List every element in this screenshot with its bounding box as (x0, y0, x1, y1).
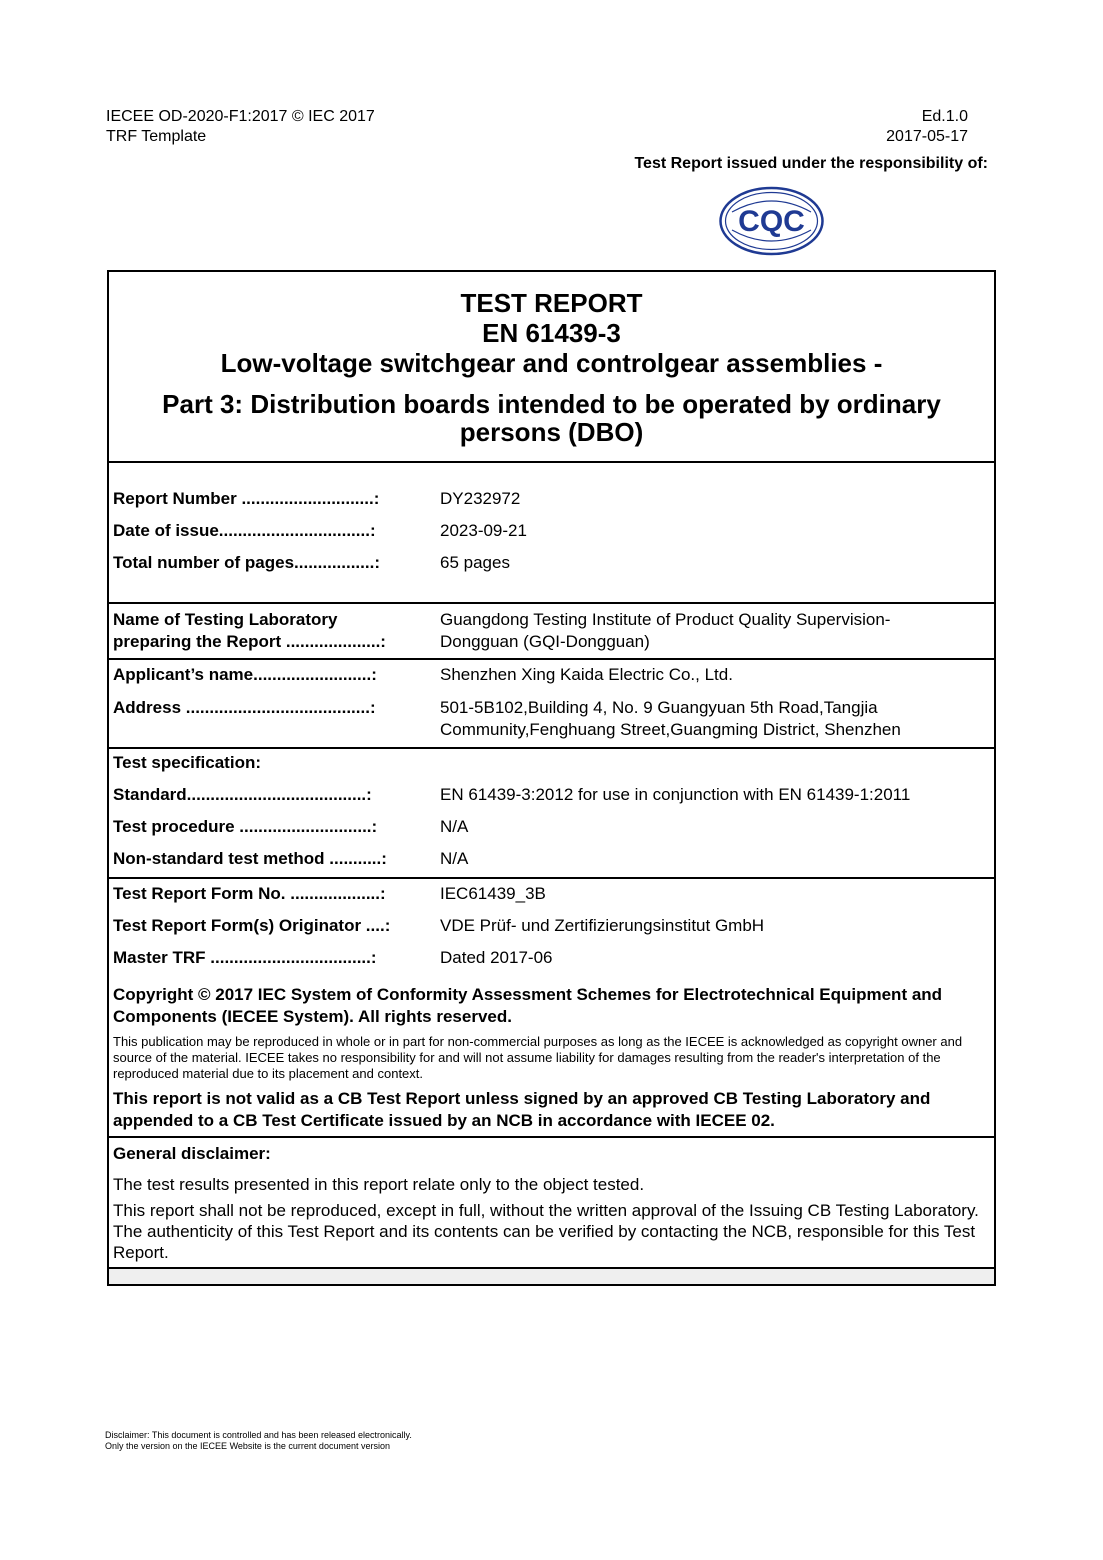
template-date: 2017-05-17 (886, 128, 968, 145)
disclaimer-p2: This report shall not be reproduced, except in full, without the written approval of the Issuing CB Testing Laboratory. The authenticity of this Test Report and its contents can be verified by contacting the NCB, responsible for this Test Report. (113, 1201, 979, 1262)
procedure-label: Test procedure ............................: (113, 817, 378, 836)
part-title: Part 3: Distribution boards intended to be operated by ordinary persons (DBO) (162, 389, 941, 447)
lab-label-line2: preparing the Report ....................: (113, 632, 386, 651)
date-row (109, 521, 994, 553)
pages-value: 65 pages (440, 553, 510, 572)
applicant-name-value: Shenzhen Xing Kaida Electric Co., Ltd. (440, 665, 733, 684)
disclaimer-section (109, 1138, 994, 1263)
spec-section (109, 749, 994, 879)
nonstd-value: N/A (440, 849, 469, 868)
lab-label-line1: Name of Testing Laboratory (113, 610, 338, 629)
lab-section (109, 604, 994, 660)
spec-heading-row (109, 753, 994, 785)
master-trf-row (109, 948, 994, 980)
subject-title: Low-voltage switchgear and controlgear assemblies - (220, 348, 883, 378)
pages-row (109, 553, 994, 585)
address-value (440, 697, 901, 741)
standard-row (109, 785, 994, 817)
date-label: Date of issue................................: (113, 521, 376, 540)
report-info-section (109, 463, 994, 604)
template-label: TRF Template (106, 128, 207, 145)
procedure-value: N/A (440, 817, 469, 836)
applicant-name-row (109, 665, 994, 697)
validity-notice: This report is not valid as a CB Test Report unless signed by an approved CB Testing Laboratory and appended to a CB Test Certificate issued by an NCB in accordance with IECEE 02. (113, 1089, 931, 1130)
applicant-name-label: Applicant’s name.........................: (113, 665, 377, 684)
lab-value-line1: Guangdong Testing Institute of Product Quality Supervision- (440, 610, 891, 629)
standard-value: EN 61439-3:2012 for use in conjunction with EN 61439-1:2011 (440, 785, 911, 804)
address-line1: 501-5B102,Building 4, No. 9 Guangyuan 5th Road,Tangjia (440, 698, 878, 717)
responsibility-text: Test Report issued under the responsibility of: (634, 155, 988, 172)
footer-line2: Only the version on the IECEE Website is the current document version (105, 1441, 390, 1451)
report-frame (107, 270, 996, 1286)
originator-value: VDE Prüf- und Zertifizierungsinstitut GmbH (440, 916, 765, 935)
standard-label: Standard......................................: (113, 785, 372, 804)
lab-row (109, 609, 994, 653)
publication-note: This publication may be reproduced in whole or in part for non-commercial purposes as long as the IECEE is acknowledged as copyright owner and source of the material. IECEE takes no responsibility for and will not assume liability for damages resulting from the reader's interpretation of the reproduced material due to its placement and context. (113, 1034, 963, 1081)
disclaimer-p1: The test results presented in this report relate only to the object tested. (113, 1175, 645, 1194)
address-label: Address .......................................: (113, 698, 376, 717)
form-no-value: IEC61439_3B (440, 884, 546, 903)
address-line2: Community,Fenghuang Street,Guangming District, Shenzhen (440, 720, 901, 739)
nonstd-row (109, 849, 994, 881)
report-title: TEST REPORT (460, 288, 643, 318)
form-no-label: Test Report Form No. ...................: (113, 884, 386, 903)
nonstd-label: Non-standard test method ...........: (113, 849, 387, 868)
footer-disclaimer (105, 1430, 412, 1452)
spec-heading: Test specification: (113, 753, 261, 772)
report-number-label: Report Number ............................: (113, 489, 380, 508)
procedure-row (109, 817, 994, 849)
address-row (109, 697, 994, 741)
copyright-notice: Copyright © 2017 IEC System of Conformity Assessment Schemes for Electrotechnical Equipment and Components (IECEE System). All rights reserved. (113, 985, 943, 1026)
date-value: 2023-09-21 (440, 521, 527, 540)
report-number-row (109, 489, 994, 521)
lab-value-line2: Dongguan (GQI-Dongguan) (440, 632, 650, 651)
originator-label: Test Report Form(s) Originator ....: (113, 916, 391, 935)
form-no-row (109, 884, 994, 916)
originator-row (109, 916, 994, 948)
footer-line1: Disclaimer: This document is controlled and has been released electronically. (105, 1430, 412, 1440)
form-id: IECEE OD-2020-F1:2017 © IEC 2017 (106, 108, 375, 125)
applicant-section (109, 660, 994, 749)
master-trf-label: Master TRF ..................................: (113, 948, 377, 967)
cqc-logo (718, 186, 825, 256)
edition: Ed.1.0 (921, 108, 968, 125)
pages-label: Total number of pages.................: (113, 553, 380, 572)
trf-section (109, 879, 994, 1138)
master-trf-value: Dated 2017-06 (440, 948, 553, 967)
lab-label (113, 609, 386, 653)
standard-title: EN 61439-3 (482, 318, 621, 348)
title-block (109, 272, 994, 463)
lab-value (440, 609, 890, 653)
logo-text: CQC (738, 205, 805, 238)
header-right (886, 107, 968, 147)
bottom-bar (109, 1267, 994, 1284)
disclaimer-heading: General disclaimer: (113, 1144, 271, 1163)
report-number-value: DY232972 (440, 489, 521, 508)
header-left (106, 107, 375, 147)
